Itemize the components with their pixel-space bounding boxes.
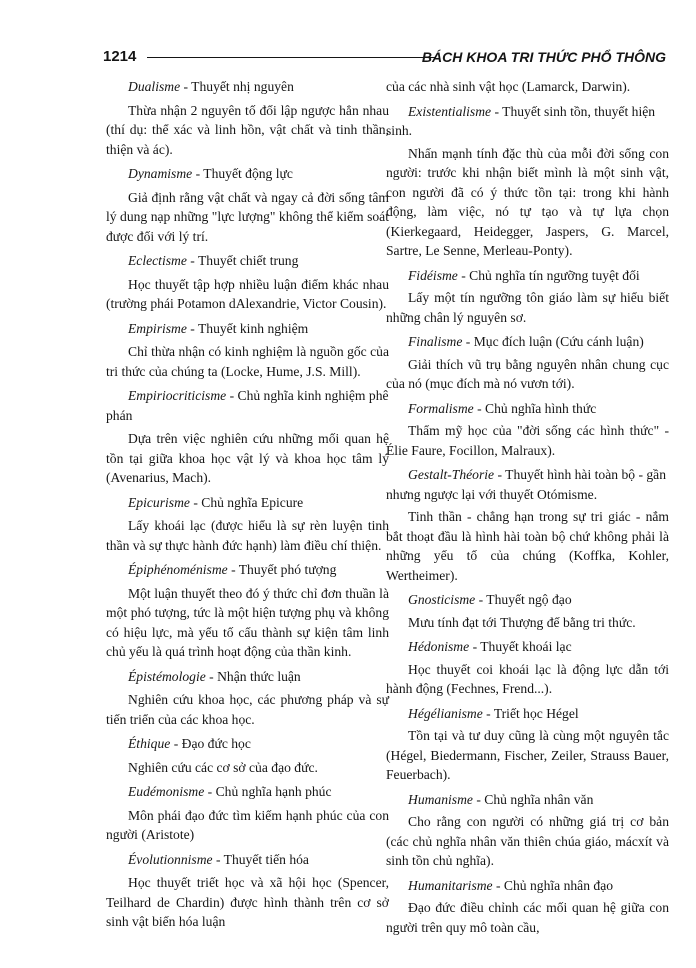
entry-heading <box>386 790 669 810</box>
entry-gloss: - Chủ nghĩa tín ngưỡng tuyệt đối <box>457 267 640 283</box>
glossary-entry <box>106 386 389 488</box>
entry-term: Finalisme <box>408 334 463 349</box>
entry-term: Empiriocriticisme <box>128 388 227 403</box>
entry-term: Épiphénoménisme <box>128 562 228 577</box>
entry-heading <box>386 266 669 286</box>
entry-gloss: - Chủ nghĩa Epicure <box>189 494 304 510</box>
glossary-entry <box>106 667 389 730</box>
entry-gloss: - Chủ nghĩa kinh nghiệm phê phán <box>106 388 389 423</box>
glossary-entry <box>106 164 389 246</box>
entry-definition: Học thuyết tập hợp nhiều luận điểm khác nhau (trường phái Potamon dAlexandrie, Victor Cousin). <box>106 276 389 311</box>
entry-gloss: - Thuyết kinh nghiệm <box>186 320 309 336</box>
entry-term: Hégélianisme <box>408 705 483 721</box>
glossary-entry <box>106 560 389 662</box>
page-header <box>103 48 666 68</box>
entry-heading <box>386 704 669 724</box>
entry-definition: Lấy khoái lạc (được hiểu là sự rèn luyện tinh thần và sự thực hành đức hạnh) làm điều chí thiện. <box>106 518 389 553</box>
entry-definition: của các nhà sinh vật học (Lamarck, Darwin). <box>386 79 631 94</box>
entry-definition: Tinh thần - chẳng hạn trong sự tri giác - nắm bắt thoạt đầu là hình hài toàn bộ chứ không phải là những yếu tố của chúng (Koffka, Kohler, Wertheimer). <box>386 509 669 583</box>
entry-definition: Đạo đức điều chỉnh các mối quan hệ giữa con người trên quy mô toàn cầu, <box>386 900 669 935</box>
glossary-entry <box>106 251 389 314</box>
entry-term: Existentialisme <box>408 103 492 119</box>
entry-heading <box>106 251 389 271</box>
glossary-entry <box>106 493 389 556</box>
entry-definition: Giả định rằng vật chất và ngay cả đời sống tâm lý dung nạp những "lực lượng" không thể kiểm soát được đối với lý trí. <box>106 189 389 244</box>
entry-gloss: - Thuyết phó tượng <box>227 562 337 577</box>
entry-term: Gestalt-Théorie <box>408 467 495 482</box>
entry-definition: Dựa trên việc nghiên cứu những mối quan hệ tồn tại giữa khoa học vật lý và khoa học tâm lý (Avenarius, Mach). <box>106 431 389 485</box>
glossary-entry <box>386 704 669 785</box>
entry-term: Formalisme <box>408 400 474 416</box>
entry-definition: Mưu tính đạt tới Thượng đế bằng tri thức. <box>408 614 636 630</box>
entry-term: Éthique <box>128 736 171 751</box>
entry-definition: Tồn tại và tư duy cũng là cùng một nguyên tắc (Hégel, Biedermann, Fischer, Zeiler, Strauss Bauer, Feuerbach). <box>386 728 669 782</box>
entry-definition: Cho rằng con người có những giá trị cơ bản (các chủ nghĩa nhân văn thiên chúa giáo, mácxít và sinh tồn chủ nghĩa). <box>386 814 669 868</box>
entry-gloss: - Thuyết khoái lạc <box>469 639 572 654</box>
entry-term: Epicurisme <box>128 494 190 510</box>
entry-term: Empirisme <box>128 320 187 336</box>
entry-definition: Nghiên cứu khoa học, các phương pháp và sự tiến triển của các khoa học. <box>106 692 389 727</box>
entry-heading <box>106 560 389 580</box>
entry-heading <box>106 734 389 754</box>
glossary-entry <box>106 734 389 777</box>
entry-definition: Nghiên cứu các cơ sở của đạo đức. <box>128 759 318 775</box>
glossary-entry <box>386 77 669 97</box>
entry-heading <box>106 77 389 97</box>
glossary-entry <box>386 102 669 261</box>
entry-gloss: - Mục đích luận (Cứu cánh luận) <box>462 334 644 349</box>
glossary-entry <box>106 319 389 382</box>
entry-term: Eudémonisme <box>128 784 205 799</box>
entry-definition: Thừa nhận 2 nguyên tố đối lập ngược hẳn nhau (thí dụ: thể xác và linh hồn, vật chất và tinh thần, thiện và ác). <box>106 102 389 157</box>
entry-term: Gnosticisme <box>408 592 476 607</box>
entry-heading <box>386 876 669 896</box>
page-number: 1214 <box>103 48 137 65</box>
glossary-entry <box>386 266 669 328</box>
entry-term: Dynamisme <box>128 166 193 181</box>
glossary-entry <box>106 850 389 932</box>
glossary-entry <box>386 590 669 632</box>
entry-heading <box>386 332 669 352</box>
entry-heading <box>386 102 669 141</box>
entry-gloss: - Chủ nghĩa nhân văn <box>472 791 594 807</box>
entry-gloss: - Nhận thức luận <box>205 668 301 684</box>
entry-heading <box>106 493 389 513</box>
entry-heading <box>106 319 389 339</box>
entry-gloss: - Thuyết ngộ đạo <box>475 592 572 607</box>
entry-heading <box>106 782 389 802</box>
entry-definition: Học thuyết triết học và xã hội học (Spencer, Teilhard de Chardin) được hình thành trên cơ sở sinh vật biến hóa luận <box>106 875 389 929</box>
glossary-entry <box>106 77 389 159</box>
entry-heading <box>386 465 669 504</box>
entry-definition: Lấy một tín ngưỡng tôn giáo làm sự hiểu biết những chân lý nguyên sơ. <box>386 290 669 325</box>
glossary-entry <box>386 637 669 699</box>
entry-term: Dualisme <box>128 79 181 94</box>
entry-gloss: - Thuyết nhị nguyên <box>180 79 294 94</box>
entry-definition: Thẩm mỹ học của "đời sống các hình thức" - Élie Faure, Focillon, Malraux). <box>386 423 669 458</box>
left-column <box>106 77 389 937</box>
entry-definition: Học thuyết coi khoái lạc là động lực dẫn tới hành động (Fechnes, Frend...). <box>386 661 669 696</box>
entry-gloss: - Chủ nghĩa hạnh phúc <box>204 784 332 799</box>
entry-heading <box>106 386 389 425</box>
entry-term: Humanitarisme <box>408 877 493 893</box>
entry-gloss: - Thuyết hình hài toàn bộ - gần nhưng ngược lại với thuyết Otómisme. <box>386 467 666 502</box>
entry-heading <box>386 399 669 419</box>
entry-heading <box>386 637 669 657</box>
book-title: BÁCH KHOA TRI THỨC PHỔ THÔNG <box>421 49 666 65</box>
entry-definition: Chỉ thừa nhận có kinh nghiệm là nguồn gốc của tri thức của chúng ta (Locke, Hume, J.S. Mill). <box>106 344 389 379</box>
entry-term: Fidéisme <box>408 267 458 283</box>
entry-definition: Một luận thuyết theo đó ý thức chỉ đơn thuần là một phó tượng, tức là một hiện tượng phụ và không có hiệu lực, mà yếu tố cấu thành sự kiện tâm linh chủ yếu là quá trình hoạt động của thần kinh. <box>106 585 389 659</box>
entry-gloss: - Chủ nghĩa nhân đạo <box>492 877 614 893</box>
entry-term: Hédonisme <box>408 639 470 654</box>
entry-gloss: - Thuyết động lực <box>192 166 293 181</box>
entry-definition: Môn phái đạo đức tìm kiếm hạnh phúc của con người (Aristote) <box>106 807 389 842</box>
glossary-entry <box>106 782 389 845</box>
entry-definition: Nhấn mạnh tính đặc thù của mỗi đời sống con người: trước khi nhận biết mình là một sinh vật, con người đã có ý thức tồn tại: trong khi hành động, làm việc, nó tự tạo và tự lựa chọn (Kierkegaard, Heidegger, Jaspers, G. Marcel, Sartre, Le Senne, Merleau-Ponty). <box>386 145 669 258</box>
glossary-entry <box>386 332 669 394</box>
entry-heading <box>106 667 389 687</box>
entry-heading <box>386 590 669 610</box>
entry-gloss: - Thuyết sinh tồn, thuyết hiện sinh. <box>386 103 656 138</box>
entry-gloss: - Thuyết chiết trung <box>186 253 299 268</box>
glossary-entry <box>386 399 669 461</box>
entry-gloss: - Triết học Hégel <box>482 705 579 721</box>
entry-gloss: - Chủ nghĩa hình thức <box>473 400 597 416</box>
entry-heading <box>106 164 389 184</box>
entry-heading <box>106 850 389 870</box>
glossary-entry <box>386 876 669 938</box>
entry-gloss: - Đạo đức học <box>170 736 251 751</box>
glossary-entry <box>386 790 669 871</box>
header-rule <box>147 57 436 58</box>
entry-gloss: - Thuyết tiến hóa <box>212 851 309 867</box>
entry-term: Épistémologie <box>128 668 206 684</box>
entry-term: Évolutionnisme <box>128 851 213 867</box>
entry-term: Eclectisme <box>128 253 187 268</box>
entry-definition: Giải thích vũ trụ bằng nguyên nhân chung cục của nó (mục đích mà nó vươn tới). <box>386 356 669 391</box>
right-column <box>386 77 669 942</box>
entry-term: Humanisme <box>408 791 473 807</box>
glossary-entry <box>386 465 669 585</box>
